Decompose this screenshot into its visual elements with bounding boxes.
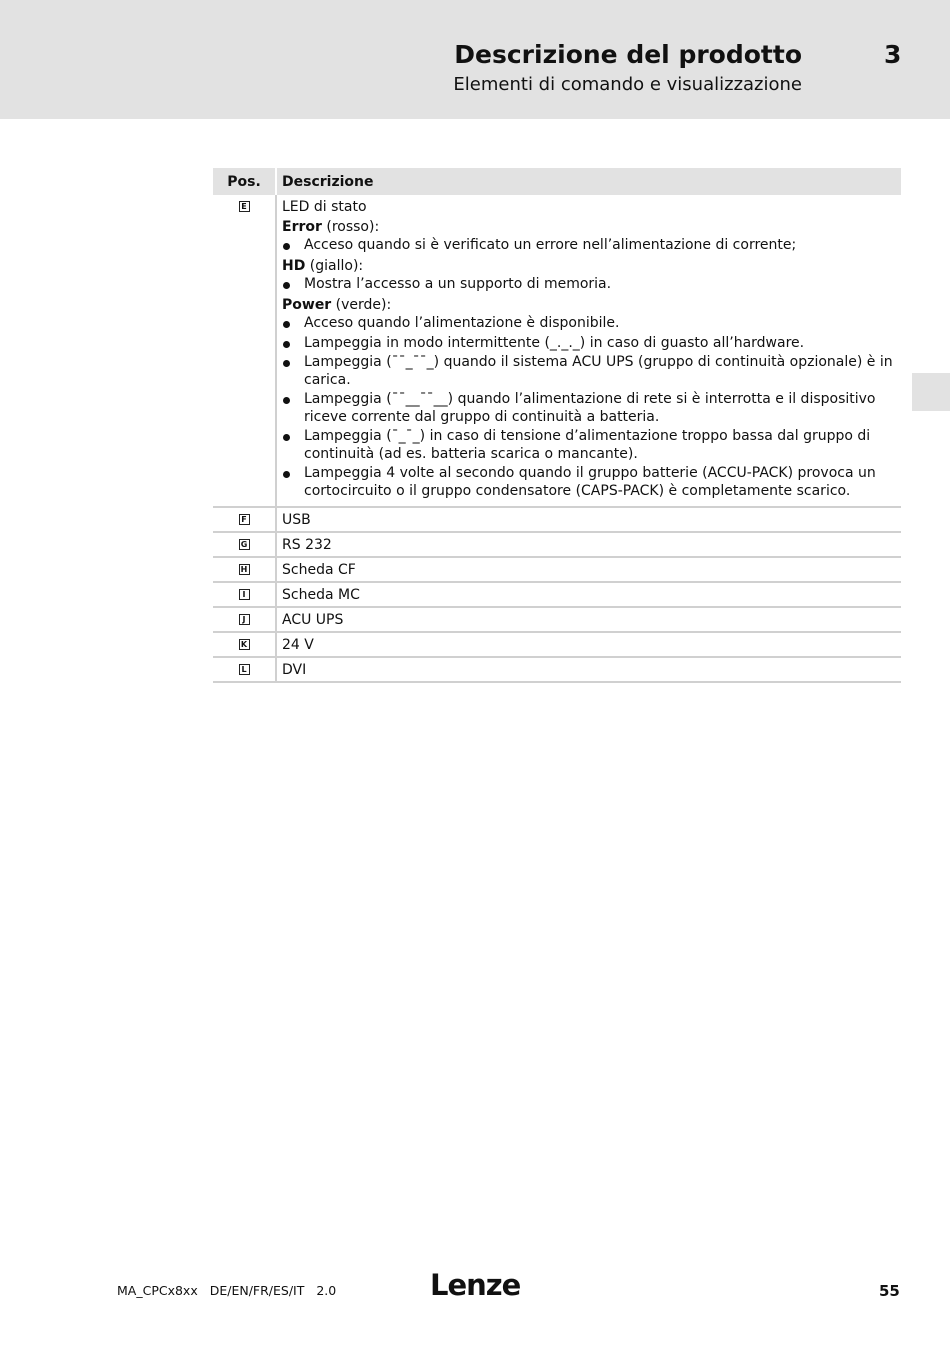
list-item: Lampeggia in modo intermittente (_._._) in caso di guasto all’hardware.	[282, 335, 901, 353]
row-description: DVI	[282, 662, 307, 679]
description-table	[213, 168, 901, 683]
doc-languages: DE/EN/FR/ES/IT	[209, 1283, 305, 1298]
hd-heading: HD (giallo):	[282, 257, 364, 274]
row-description: USB	[282, 512, 311, 529]
table-row-e	[213, 195, 901, 508]
row-description: RS 232	[282, 537, 332, 554]
table-row	[213, 633, 901, 658]
footer-document-info	[117, 1283, 344, 1298]
list-item: Acceso quando l’alimentazione è disponibile.	[282, 315, 901, 333]
row-description: ACU UPS	[282, 612, 344, 629]
row-description: Scheda MC	[282, 587, 360, 604]
doc-version: 2.0	[316, 1283, 337, 1298]
header-description: Descrizione	[282, 173, 374, 190]
list-item: Lampeggia (¯_¯_) in caso di tensione d’alimentazione troppo bassa dal gruppo di continuità (ad es. batteria scarica o mancante).	[282, 428, 901, 463]
chapter-title: Descrizione del prodotto	[454, 40, 802, 69]
row-title: LED di stato	[282, 199, 367, 215]
power-list	[282, 315, 901, 500]
page-header	[0, 0, 950, 119]
table-row	[213, 558, 901, 583]
position-key: H	[239, 564, 250, 575]
header-pos: Pos.	[227, 173, 261, 190]
table-row	[213, 508, 901, 533]
table-row	[213, 583, 901, 608]
section-subtitle: Elementi di comando e visualizzazione	[453, 74, 802, 95]
power-heading: Power (verde):	[282, 296, 392, 313]
chapter-side-tab	[912, 373, 950, 411]
list-item: Lampeggia (¯¯_¯¯_) quando il sistema ACU UPS (gruppo di continuità opzionale) è in carica.	[282, 354, 901, 389]
list-item: Acceso quando si è verificato un errore nell’alimentazione di corrente;	[282, 237, 901, 255]
table-header	[213, 168, 901, 195]
list-item: Mostra l’accesso a un supporto di memoria.	[282, 276, 901, 294]
position-key: K	[239, 639, 250, 650]
position-key: L	[239, 664, 250, 675]
error-heading: Error (rosso):	[282, 218, 380, 235]
list-item: Lampeggia 4 volte al secondo quando il gruppo batterie (ACCU-PACK) provoca un cortocircuito o il gruppo condensatore (CAPS-PACK) è completamente scarico.	[282, 465, 901, 500]
doc-id: MA_CPCx8xx	[117, 1283, 198, 1298]
position-key: F	[239, 514, 250, 525]
position-key: I	[239, 589, 250, 600]
row-description: 24 V	[282, 637, 314, 654]
hd-list	[282, 276, 901, 294]
position-key: G	[239, 539, 250, 550]
list-item: Lampeggia (¯¯__¯¯__) quando l’alimentazione di rete si è interrotta e il dispositivo riceve corrente dal gruppo di continuità a batteria.	[282, 391, 901, 426]
table-row	[213, 533, 901, 558]
row-description: Scheda CF	[282, 562, 356, 579]
position-key: E	[239, 201, 250, 212]
lenze-logo: Lenze	[430, 1268, 521, 1302]
chapter-number: 3	[884, 40, 902, 69]
position-key: J	[239, 614, 250, 625]
error-list	[282, 237, 901, 255]
table-row	[213, 658, 901, 683]
table-row	[213, 608, 901, 633]
page-number: 55	[879, 1282, 900, 1300]
